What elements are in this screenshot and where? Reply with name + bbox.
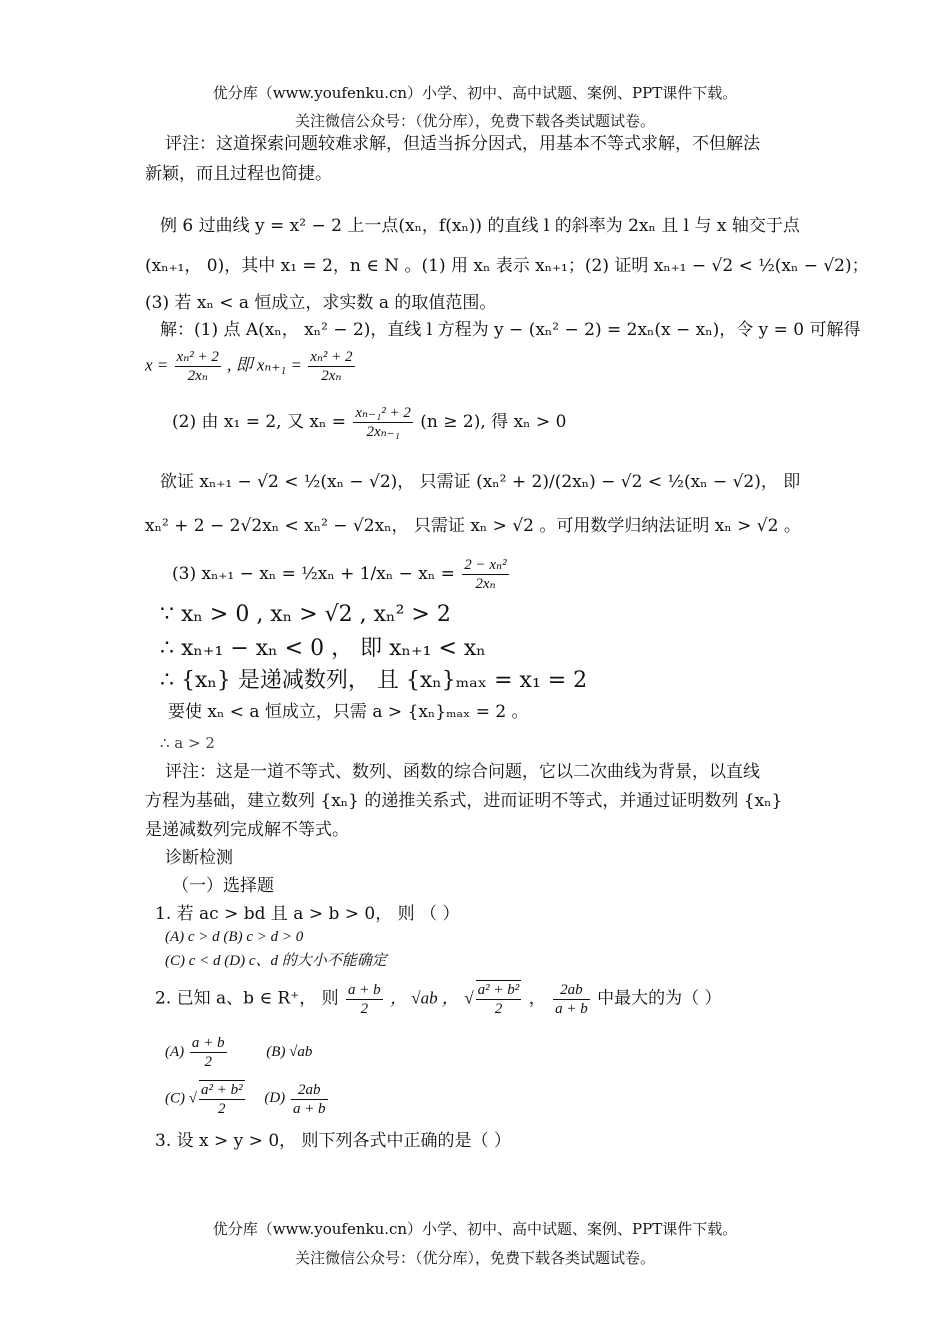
s2-frac-num: xₙ₋₁² + 2 bbox=[355, 405, 411, 421]
q2-sep2: ， bbox=[528, 988, 546, 1009]
q2-optC-num: a² + b² bbox=[200, 1082, 243, 1098]
q2-options-ab bbox=[165, 1034, 312, 1071]
s5-pre: (3) xₙ₊₁ − xₙ = ½xₙ + 1/xₙ − xₙ = bbox=[172, 564, 455, 584]
q2-sep1: ， √ab ， bbox=[390, 988, 459, 1008]
s1-fraction-b bbox=[308, 348, 354, 385]
q2-f2-num: a² + b² bbox=[477, 982, 520, 998]
s1-mid: , 即 xₙ₊₁ = bbox=[227, 355, 302, 375]
s1-frac-num-a: xₙ² + 2 bbox=[176, 349, 219, 365]
solution-step4: xₙ² + 2 − 2√2xₙ < xₙ² − √2xₙ， 只需证 xₙ > √2 。可用数学归纳法证明 xₙ > √2 。 bbox=[145, 516, 801, 536]
q2-optD-num: 2ab bbox=[291, 1081, 328, 1100]
q2-frac-harmonic bbox=[553, 981, 590, 1018]
q2-stem bbox=[155, 980, 722, 1018]
q3-stem: 3. 设 x > y > 0， 则下列各式中正确的是（ ） bbox=[155, 1131, 511, 1151]
diagnosis-title: 诊断检测 bbox=[165, 848, 233, 868]
s1-frac-den-a: 2xₙ bbox=[187, 368, 208, 384]
header-line-1: 优分库（www.youfenku.cn）小学、初中、高中试题、案例、PPT课件下载。 bbox=[212, 84, 738, 102]
s1-x-eq: x = bbox=[145, 355, 169, 375]
q2-f3-num: 2ab bbox=[553, 981, 590, 1000]
comment2-line3: 是递减数列完成解不等式。 bbox=[145, 820, 349, 840]
s2-post: (n ≥ 2), 得 xₙ > 0 bbox=[420, 412, 567, 432]
q2-optD-den: a + b bbox=[292, 1100, 326, 1117]
solution-step5 bbox=[172, 556, 511, 593]
solution-because: ∵ xₙ > 0 , xₙ > √2 , xₙ² > 2 bbox=[160, 602, 451, 627]
q2-optA-label: (A) bbox=[165, 1043, 185, 1060]
s2-pre: (2) 由 x₁ = 2, 又 xₙ = bbox=[172, 412, 346, 432]
q2-frac-rms bbox=[476, 980, 522, 1018]
q2-f1-den: 2 bbox=[360, 1000, 369, 1017]
q2-optA-den: 2 bbox=[204, 1054, 212, 1070]
example6-line1: 例 6 过曲线 y = x² − 2 上一点(xₙ，f(xₙ)) 的直线 l 的斜率为 2xₙ 且 l 与 x 轴交于点 bbox=[160, 216, 800, 236]
solution-step2 bbox=[172, 404, 566, 441]
q2-optD-label: (D) bbox=[264, 1090, 286, 1107]
solution-conclusion: ∴ a > 2 bbox=[160, 734, 215, 752]
q2-f1-num: a + b bbox=[348, 981, 381, 998]
footer-line-1: 优分库（www.youfenku.cn）小学、初中、高中试题、案例、PPT课件下载。 bbox=[212, 1220, 738, 1238]
q2-optC-den: 2 bbox=[218, 1101, 226, 1117]
example6-line3: (3) 若 xₙ < a 恒成立，求实数 a 的取值范围。 bbox=[145, 293, 497, 313]
q2-frac-mean bbox=[346, 981, 383, 1018]
section-choice: （一）选择题 bbox=[172, 876, 274, 896]
s5-frac-num: 2 − xₙ² bbox=[464, 557, 507, 573]
solution-therefore1: ∴ xₙ₊₁ − xₙ < 0 ， 即 xₙ₊₁ < xₙ bbox=[160, 636, 486, 661]
s1-frac-num-b: xₙ² + 2 bbox=[310, 349, 353, 365]
q2-f2-den: 2 bbox=[494, 1001, 503, 1017]
solution-therefore2: ∴ {xₙ} 是递减数列， 且 {xₙ}ₘₐₓ = x₁ = 2 bbox=[160, 668, 588, 693]
solution-step1: 解：(1) 点 A(xₙ， xₙ² − 2)，直线 l 方程为 y − (xₙ² − 2) = 2xₙ(x − xₙ)，令 y = 0 可解得 bbox=[160, 320, 861, 340]
q1-options-cd: (C) c < d (D) c、d 的大小不能确定 bbox=[165, 953, 387, 969]
solution-step9: 要使 xₙ < a 恒成立，只需 a > {xₙ}ₘₐₓ = 2 。 bbox=[168, 702, 529, 722]
q2-sqrt-symbol: √ bbox=[464, 988, 474, 1008]
q2-stem-post: 中最大的为（ ） bbox=[597, 988, 722, 1009]
s2-frac-den: 2xₙ₋₁ bbox=[366, 424, 400, 440]
s2-fraction bbox=[353, 404, 413, 441]
comment1-line2: 新颖，而且过程也简捷。 bbox=[145, 164, 332, 184]
q2-optC-frac bbox=[199, 1080, 245, 1118]
q2-optD-frac bbox=[291, 1081, 328, 1118]
footer-line-2: 关注微信公众号：（优分库），免费下载各类试题试卷。 bbox=[294, 1249, 655, 1267]
q1-options-ab: (A) c > d (B) c > d > 0 bbox=[165, 929, 304, 945]
q2-f3-den: a + b bbox=[555, 1000, 588, 1017]
comment1-line1: 评注：这道探索问题较难求解，但适当拆分因式，用基本不等式求解，不但解法 bbox=[165, 134, 760, 154]
q2-optA-frac bbox=[190, 1034, 227, 1071]
solution-step3: 欲证 xₙ₊₁ − √2 < ½(xₙ − √2)， 只需证 (xₙ² + 2)/(2xₙ) − √2 < ½(xₙ − √2)， 即 bbox=[160, 472, 801, 492]
s1-fraction-a bbox=[175, 348, 221, 385]
q1-stem: 1. 若 ac > bd 且 a > b > 0， 则 （ ） bbox=[155, 904, 460, 924]
header-line-2: 关注微信公众号：（优分库），免费下载各类试题试卷。 bbox=[294, 112, 655, 130]
q2-options-cd bbox=[165, 1080, 330, 1118]
q2-optB: (B) √ab bbox=[266, 1043, 313, 1060]
q2-stem-pre: 2. 已知 a、b ∈ R⁺， 则 bbox=[155, 988, 339, 1009]
s5-frac-den: 2xₙ bbox=[475, 576, 496, 592]
comment2-line2: 方程为基础，建立数列 {xₙ} 的递推关系式，进而证明不等式，并通过证明数列 {xₙ} bbox=[145, 791, 783, 811]
q2-optA-num: a + b bbox=[191, 1035, 225, 1051]
example6-line2: (xₙ₊₁， 0)，其中 x₁ = 2，n ∈ N 。(1) 用 xₙ 表示 xₙ₊₁；(2) 证明 xₙ₊₁ − √2 < ½(xₙ − √2)； bbox=[145, 256, 869, 276]
s1-frac-den-b: 2xₙ bbox=[321, 368, 342, 384]
solution-step1-formula bbox=[145, 348, 357, 385]
q2-optC-label: (C) bbox=[165, 1090, 185, 1107]
q2-optC-sqrt: √ bbox=[188, 1090, 197, 1107]
comment2-line1: 评注：这是一道不等式、数列、函数的综合问题，它以二次曲线为背景，以直线 bbox=[165, 762, 760, 782]
s5-fraction bbox=[462, 556, 508, 593]
